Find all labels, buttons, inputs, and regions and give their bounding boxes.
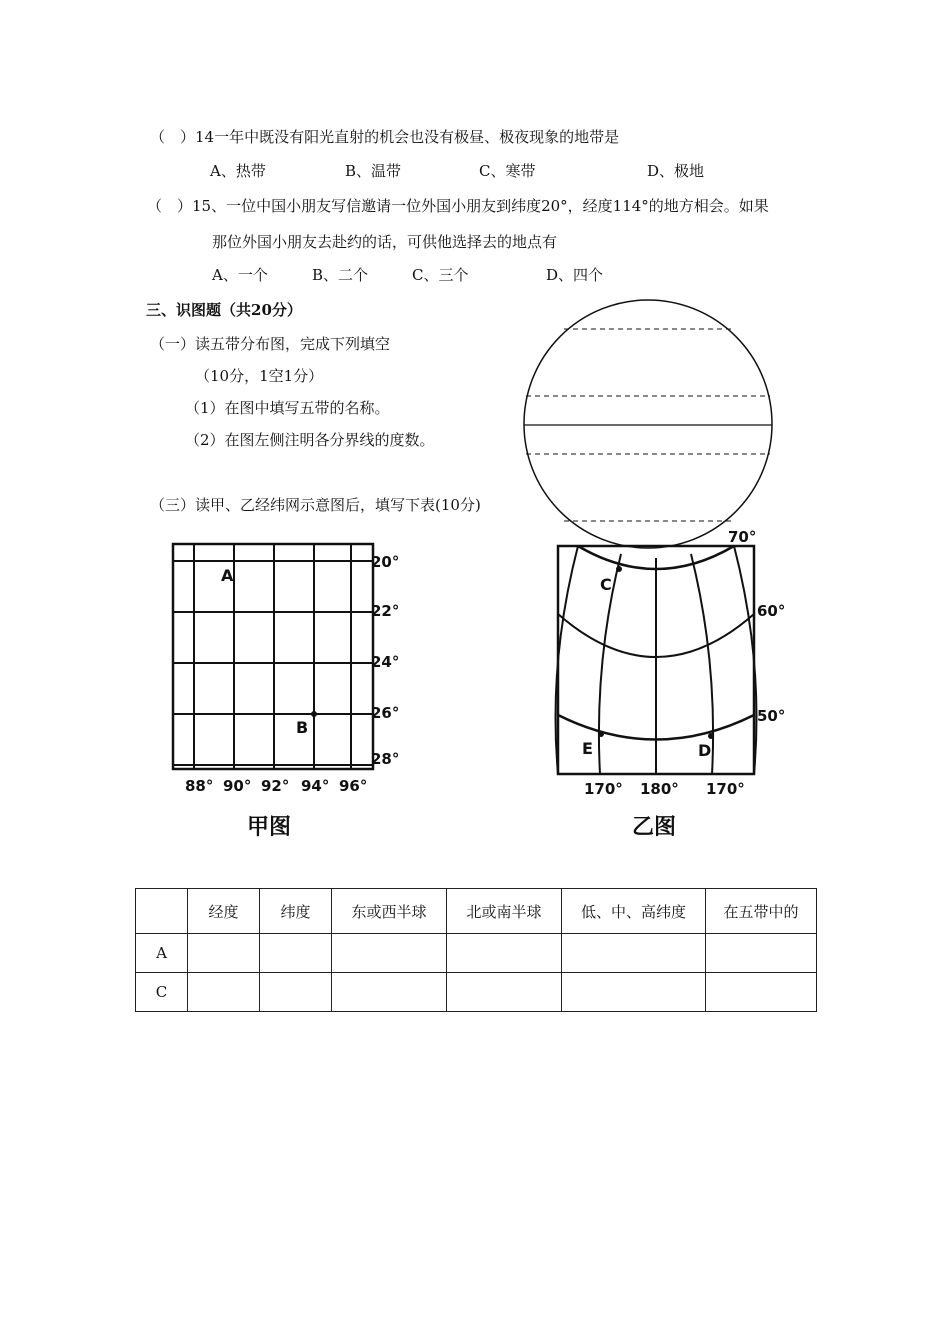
fig-jia [165, 538, 410, 843]
yi-point-e-dot [598, 731, 604, 737]
table-cell[interactable] [562, 973, 706, 1012]
table-header-cell: 东或西半球 [332, 889, 447, 934]
table-cell[interactable] [332, 973, 447, 1012]
section3-title: 三、识图题（共20分） [146, 301, 302, 319]
table-header-cell: 低、中、高纬度 [562, 889, 706, 934]
yi-point-d: D [698, 741, 712, 760]
q15-option-c: C、三个 [412, 266, 469, 284]
table-header-cell: 经度 [188, 889, 260, 934]
jia-lon-label-94: 94° [301, 777, 330, 795]
fig-yi [548, 522, 798, 842]
table-row [136, 973, 817, 1012]
jia-lon-label-92: 92° [261, 777, 290, 795]
table-cell[interactable] [332, 934, 447, 973]
yi-lon-label-180: 180° [640, 780, 679, 798]
table-cell[interactable] [562, 934, 706, 973]
jia-lat-label-24: 24° [371, 653, 400, 671]
five-zones-diagram [518, 298, 778, 554]
q14-option-b: B、温带 [345, 162, 402, 180]
table-cell[interactable] [447, 973, 562, 1012]
table-row [136, 934, 817, 973]
yi-point-c-dot [616, 566, 622, 572]
answer-table [135, 888, 817, 1012]
part1-q2: （2）在图左侧注明各分界线的度数。 [185, 431, 435, 449]
table-header-cell [136, 889, 188, 934]
table-cell[interactable] [260, 934, 332, 973]
jia-lat-label-20: 20° [371, 553, 400, 571]
jia-lat-label-26: 26° [371, 704, 400, 722]
q14-option-c: C、寒带 [479, 162, 536, 180]
q15-option-d: D、四个 [546, 266, 604, 284]
jia-lat-label-28: 28° [371, 750, 400, 768]
jia-lon-label-90: 90° [223, 777, 252, 795]
jia-lon-label-88: 88° [185, 777, 214, 795]
table-cell[interactable] [706, 973, 817, 1012]
table-header-cell: 在五带中的 [706, 889, 817, 934]
part1-q1: （1）在图中填写五带的名称。 [185, 399, 390, 417]
yi-lat-label-50: 50° [757, 707, 786, 725]
table-row-label: A [136, 934, 188, 973]
q15-stem-line1: （ ）15、一位中国小朋友写信邀请一位外国小朋友到纬度20°，经度114°的地方相会。如果 [147, 197, 769, 215]
table-cell[interactable] [447, 934, 562, 973]
yi-lon-label-170w: 170° [584, 780, 623, 798]
jia-caption: 甲图 [247, 815, 292, 840]
table-header-cell: 北或南半球 [447, 889, 562, 934]
yi-point-e: E [582, 739, 593, 758]
table-cell[interactable] [188, 934, 260, 973]
yi-caption: 乙图 [632, 815, 677, 840]
jia-lat-label-22: 22° [371, 602, 400, 620]
q15-option-b: B、二个 [312, 266, 369, 284]
table-header-row [136, 889, 817, 934]
q14-stem: （ ）14一年中既没有阳光直射的机会也没有极昼、极夜现象的地带是 [150, 128, 620, 146]
jia-point-b-dot [311, 711, 317, 717]
table-row-label: C [136, 973, 188, 1012]
part1-title: （一）读五带分布图，完成下列填空 [150, 335, 391, 353]
part3-title: （三）读甲、乙经纬网示意图后，填写下表(10分) [150, 496, 481, 514]
yi-point-c: C [600, 575, 612, 594]
part1-score: （10分，1空1分） [195, 367, 324, 385]
globe-outline [524, 300, 772, 548]
jia-lon-label-96: 96° [339, 777, 368, 795]
table-header-cell: 纬度 [260, 889, 332, 934]
table-cell[interactable] [706, 934, 817, 973]
jia-point-b: B [296, 718, 309, 737]
jia-point-a: A [221, 566, 234, 585]
q14-option-a: A、热带 [210, 162, 266, 180]
table-cell[interactable] [188, 973, 260, 1012]
yi-point-d-dot [708, 733, 714, 739]
table-cell[interactable] [260, 973, 332, 1012]
yi-lon-label-170e: 170° [706, 780, 745, 798]
yi-lat-label-60: 60° [757, 602, 786, 620]
q15-stem-line2: 那位外国小朋友去赴约的话，可供他选择去的地点有 [212, 233, 558, 251]
yi-lat-label-70: 70° [728, 528, 757, 546]
q14-option-d: D、极地 [647, 162, 705, 180]
q15-option-a: A、一个 [212, 266, 268, 284]
